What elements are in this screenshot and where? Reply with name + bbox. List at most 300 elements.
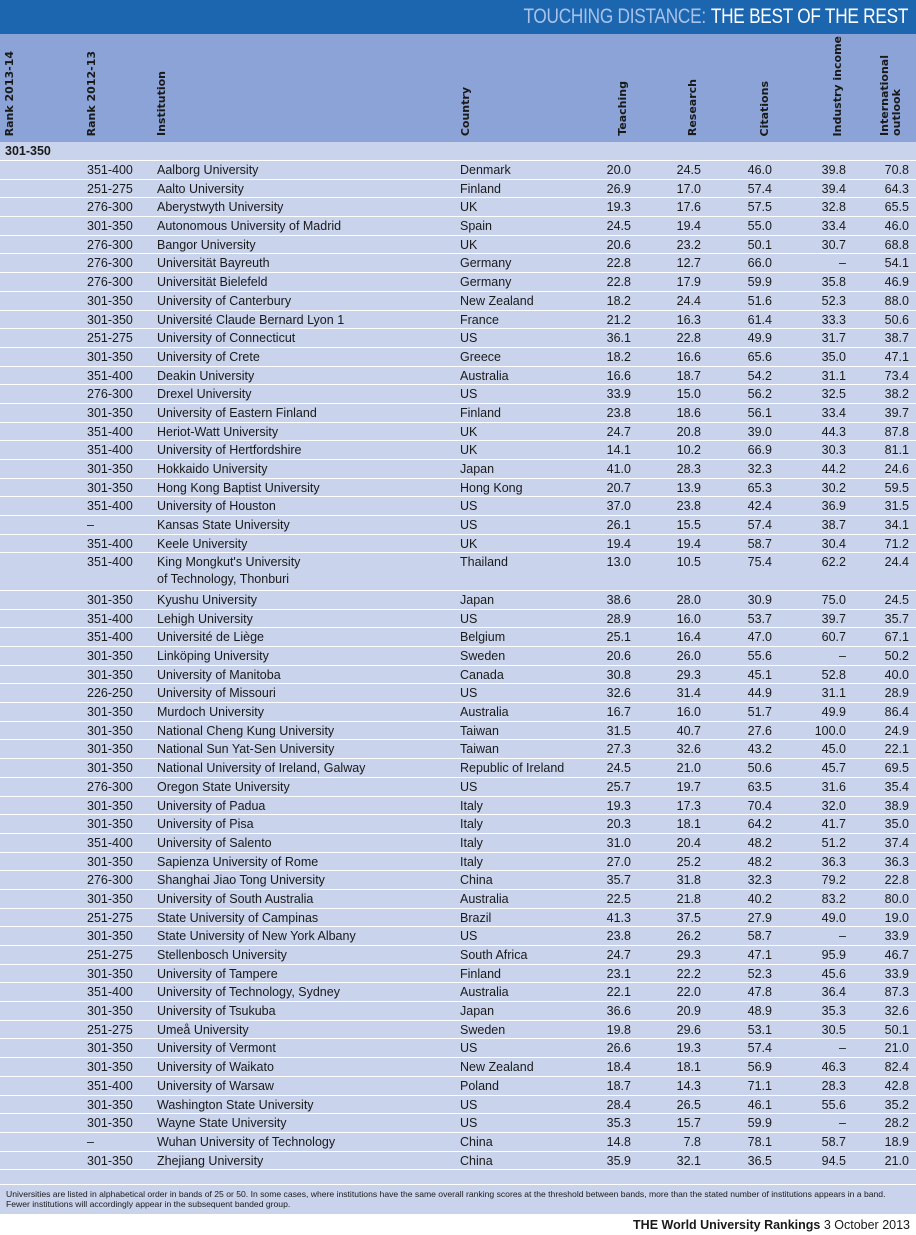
international-outlook-cell: 28.2 (884, 1116, 909, 1131)
teaching-cell: 22.8 (606, 256, 631, 271)
international-outlook-cell: 22.1 (884, 742, 909, 757)
rank-2012-13-cell: 301-350 (87, 293, 133, 308)
citations-cell: 58.7 (747, 929, 772, 944)
research-cell: 37.5 (676, 910, 701, 925)
country-cell: South Africa (460, 948, 528, 962)
column-header-international-outlook[interactable] (879, 55, 903, 136)
teaching-cell: 36.1 (606, 331, 631, 346)
teaching-cell: 23.8 (606, 929, 631, 944)
rank-2012-13-cell: 351-400 (87, 985, 133, 1000)
column-header-rank-2013-14[interactable]: Rank 2013-14 (3, 50, 16, 136)
country-cell: Germany (460, 256, 512, 271)
institution-cell: University of Tsukuba (157, 1004, 276, 1019)
institution-cell: University of Houston (157, 499, 276, 514)
institution-cell: Kansas State University (157, 518, 290, 533)
industry-income-cell: 31.6 (821, 779, 846, 794)
industry-income-cell: 44.3 (821, 424, 846, 439)
industry-income-cell: 28.3 (821, 1078, 846, 1093)
teaching-cell: 35.9 (606, 1153, 631, 1168)
column-header-teaching[interactable]: Teaching (616, 81, 629, 136)
country-cell: France (460, 312, 499, 327)
table-row[interactable] (0, 628, 916, 647)
research-cell: 19.7 (676, 779, 701, 794)
international-outlook-cell: 54.1 (884, 256, 909, 271)
table-row[interactable] (0, 965, 916, 984)
industry-income-cell: – (839, 1116, 846, 1131)
international-outlook-cell: 38.7 (884, 331, 909, 346)
table-row[interactable] (0, 423, 916, 442)
country-cell: Canada (460, 667, 504, 682)
table-row[interactable] (0, 1058, 916, 1077)
industry-income-cell: 55.6 (821, 1097, 846, 1112)
rank-2012-13-cell: 301-350 (87, 929, 133, 944)
international-outlook-cell: 24.4 (884, 555, 909, 570)
institution-cell (157, 554, 300, 588)
country-cell: Sweden (460, 649, 506, 663)
industry-income-cell: 52.3 (821, 293, 846, 308)
research-cell: 20.8 (676, 424, 701, 439)
table-row[interactable] (0, 610, 916, 629)
international-outlook-cell: 34.1 (884, 518, 909, 533)
table-row[interactable] (0, 535, 916, 554)
title-part-1: TOUCHING DISTANCE: (523, 5, 706, 28)
teaching-cell: 16.6 (606, 368, 631, 383)
citations-cell: 45.1 (747, 667, 772, 682)
international-outlook-cell: 35.4 (884, 779, 909, 794)
rank-2012-13-cell: 351-400 (87, 1078, 133, 1093)
rank-2012-13-cell: 301-350 (87, 1004, 133, 1019)
table-row[interactable] (0, 348, 916, 367)
country-cell: Belgium (460, 630, 506, 645)
citations-cell: 43.2 (747, 742, 772, 757)
country-cell: Hong Kong (460, 480, 523, 495)
citations-cell: 48.2 (747, 854, 772, 869)
institution-cell: Keele University (157, 536, 248, 551)
institution-cell: University of Vermont (157, 1041, 276, 1056)
teaching-cell: 20.6 (606, 649, 631, 663)
citations-cell: 54.2 (747, 368, 772, 383)
table-row[interactable] (0, 254, 916, 273)
table-row[interactable] (0, 1039, 916, 1058)
industry-income-cell: 45.7 (821, 761, 846, 776)
institution-cell: Kyushu University (157, 592, 258, 607)
citations-cell: 66.9 (747, 443, 772, 458)
country-cell: Italy (460, 835, 483, 850)
teaching-cell: 23.8 (606, 405, 631, 420)
research-cell: 31.4 (676, 686, 701, 701)
institution-cell: University of Salento (157, 835, 272, 850)
table-row[interactable] (0, 647, 916, 666)
institution-cell: Deakin University (157, 368, 255, 383)
rank-2012-13-cell: 301-350 (87, 1097, 133, 1112)
institution-cell: University of Warsaw (157, 1078, 274, 1093)
teaching-cell: 22.1 (606, 985, 631, 1000)
table-row[interactable] (0, 1114, 916, 1133)
citations-cell: 57.4 (747, 181, 772, 196)
table-row[interactable] (0, 367, 916, 386)
citations-cell: 59.9 (747, 275, 772, 290)
research-cell: 7.8 (683, 1134, 701, 1149)
citations-cell: 65.6 (747, 349, 772, 364)
citations-cell: 39.0 (747, 424, 772, 439)
table-row[interactable] (0, 759, 916, 778)
citations-cell: 57.4 (747, 518, 772, 533)
research-cell: 21.8 (676, 891, 701, 906)
research-cell: 26.2 (676, 929, 701, 944)
table-row[interactable] (0, 311, 916, 330)
citations-cell: 57.5 (747, 200, 772, 215)
industry-income-cell: 46.3 (821, 1060, 846, 1075)
institution-cell: Université Claude Bernard Lyon 1 (157, 312, 345, 327)
institution-line2: of Technology, Thonburi (157, 572, 290, 587)
table-row[interactable] (0, 853, 916, 872)
international-outlook-cell: 64.3 (884, 181, 909, 196)
country-cell: US (460, 331, 478, 346)
international-outlook-cell: 36.3 (884, 854, 909, 869)
institution-cell: University of Connecticut (157, 331, 296, 346)
rank-2012-13-cell: 301-350 (87, 1153, 133, 1168)
citations-cell: 27.6 (747, 723, 772, 738)
research-cell: 15.0 (676, 387, 701, 402)
industry-income-cell: 45.6 (821, 966, 846, 981)
international-outlook-cell: 59.5 (884, 480, 909, 495)
institution-cell: University of Technology, Sydney (157, 985, 340, 1000)
research-cell: 16.4 (676, 630, 701, 645)
rank-2012-13-cell: 251-275 (87, 1022, 133, 1037)
teaching-cell: 41.3 (606, 910, 631, 925)
table-row[interactable] (0, 385, 916, 404)
research-cell: 26.5 (676, 1097, 701, 1112)
teaching-cell: 18.7 (606, 1078, 631, 1093)
research-cell: 18.6 (676, 405, 701, 420)
country-cell: Taiwan (460, 742, 499, 757)
table-row[interactable] (0, 441, 916, 460)
country-cell: US (460, 686, 478, 701)
international-outlook-cell: 22.8 (884, 873, 909, 888)
teaching-cell: 37.0 (606, 499, 631, 514)
institution-cell: Aalborg University (157, 163, 259, 177)
research-cell: 32.6 (676, 742, 701, 757)
research-cell: 25.2 (676, 854, 701, 869)
table-row[interactable] (0, 180, 916, 199)
column-header-institution[interactable]: Institution (155, 70, 168, 136)
rank-2012-13-cell: – (87, 1134, 94, 1149)
international-outlook-cell: 87.3 (884, 985, 909, 1000)
column-header-industry-income[interactable]: Industry income (831, 35, 844, 136)
country-cell: Finland (460, 966, 501, 981)
teaching-cell: 25.1 (606, 630, 631, 645)
rank-2012-13-cell: 276-300 (87, 873, 133, 888)
international-outlook-cell: 35.0 (884, 817, 909, 832)
rank-2012-13-cell: 301-350 (87, 462, 133, 476)
rank-2012-13-cell: 351-400 (87, 368, 133, 383)
research-cell: 16.0 (676, 705, 701, 720)
country-cell: Germany (460, 275, 512, 290)
institution-cell: University of Hertfordshire (157, 443, 302, 458)
teaching-cell: 38.6 (606, 592, 631, 607)
country-cell: US (460, 611, 478, 626)
research-cell: 22.2 (676, 966, 701, 981)
international-outlook-cell: 71.2 (884, 536, 909, 551)
table-row[interactable] (0, 516, 916, 535)
industry-income-cell: 33.4 (821, 405, 846, 420)
industry-income-cell: 31.7 (821, 331, 846, 346)
table-row[interactable] (0, 217, 916, 236)
table-row[interactable] (0, 404, 916, 423)
rank-2012-13-cell: 351-400 (87, 555, 133, 570)
international-outlook-cell: 70.8 (884, 163, 909, 177)
table-row[interactable] (0, 983, 916, 1002)
international-outlook-cell: 65.5 (884, 200, 909, 215)
research-cell: 31.8 (676, 873, 701, 888)
rank-2012-13-cell: 301-350 (87, 891, 133, 906)
industry-income-cell: 95.9 (821, 948, 846, 962)
international-outlook-cell: 24.5 (884, 592, 909, 607)
institution-cell: Oregon State University (157, 779, 290, 794)
country-cell: Australia (460, 705, 509, 720)
footer (633, 1218, 910, 1232)
rank-2012-13-cell: 301-350 (87, 723, 133, 738)
country-cell: UK (460, 237, 478, 252)
table-row[interactable] (0, 198, 916, 217)
institution-cell: Hokkaido University (157, 462, 268, 476)
industry-income-cell: 49.9 (821, 705, 846, 720)
rank-2012-13-cell: 301-350 (87, 219, 133, 234)
page-title (523, 5, 908, 29)
table-row[interactable] (0, 273, 916, 292)
industry-income-cell: 30.4 (821, 536, 846, 551)
table-row[interactable] (0, 479, 916, 498)
rank-2012-13-cell: 301-350 (87, 592, 133, 607)
research-cell: 24.4 (676, 293, 701, 308)
rank-2012-13-cell: 351-400 (87, 163, 133, 177)
table-row[interactable] (0, 927, 916, 946)
country-cell: China (460, 873, 493, 888)
institution-cell: University of Eastern Finland (157, 405, 317, 420)
international-outlook-cell: 47.1 (884, 349, 909, 364)
table-row[interactable] (0, 1002, 916, 1021)
citations-cell: 47.0 (747, 630, 772, 645)
rank-2012-13-cell: 251-275 (87, 948, 133, 962)
research-cell: 23.8 (676, 499, 701, 514)
industry-income-cell: 36.9 (821, 499, 846, 514)
industry-income-cell: 32.0 (821, 798, 846, 813)
teaching-cell: 28.4 (606, 1097, 631, 1112)
table-row[interactable] (0, 591, 916, 610)
industry-income-cell: 32.8 (821, 200, 846, 215)
table-row[interactable] (0, 740, 916, 759)
table-row[interactable] (0, 161, 916, 180)
country-cell: US (460, 929, 478, 944)
country-cell: Italy (460, 854, 483, 869)
international-outlook-cell: 38.2 (884, 387, 909, 402)
institution-cell: University of Canterbury (157, 293, 292, 308)
research-cell: 17.0 (676, 181, 701, 196)
column-header-rank-2012-13[interactable]: Rank 2012-13 (85, 50, 98, 136)
citations-cell: 47.1 (747, 948, 772, 962)
country-cell: US (460, 1041, 478, 1056)
industry-income-cell: 31.1 (821, 686, 846, 701)
research-cell: 17.9 (676, 275, 701, 290)
industry-income-cell: 32.5 (821, 387, 846, 402)
industry-income-cell: 45.0 (821, 742, 846, 757)
country-cell: US (460, 1097, 478, 1112)
citations-cell: 61.4 (747, 312, 772, 327)
citations-cell: 49.9 (747, 331, 772, 346)
country-cell: UK (460, 200, 478, 215)
table-row[interactable] (0, 797, 916, 816)
citations-cell: 78.1 (747, 1134, 772, 1149)
table-row[interactable] (0, 834, 916, 853)
institution-cell: National University of Ireland, Galway (157, 761, 366, 776)
teaching-cell: 27.0 (606, 854, 631, 869)
institution-cell: University of Tampere (157, 966, 278, 981)
country-cell: UK (460, 536, 478, 551)
research-cell: 13.9 (676, 480, 701, 495)
citations-cell: 47.8 (747, 985, 772, 1000)
citations-cell: 42.4 (747, 499, 772, 514)
citations-cell: 53.7 (747, 611, 772, 626)
international-outlook-cell: 33.9 (884, 966, 909, 981)
institution-cell: Sapienza University of Rome (157, 854, 319, 869)
teaching-cell: 13.0 (606, 555, 631, 570)
rank-2012-13-cell: 351-400 (87, 630, 133, 645)
institution-line1: King Mongkut's University (157, 555, 301, 570)
institution-cell: Aberystwyth University (157, 200, 284, 215)
rank-2012-13-cell: 301-350 (87, 817, 133, 832)
industry-income-cell: 36.3 (821, 854, 846, 869)
rank-2012-13-cell: 301-350 (87, 742, 133, 757)
institution-cell: Murdoch University (157, 705, 264, 720)
institution-cell: Shanghai Jiao Tong University (157, 873, 325, 888)
teaching-cell: 28.9 (606, 611, 631, 626)
citations-cell: 52.3 (747, 966, 772, 981)
country-cell: Poland (460, 1078, 499, 1093)
industry-income-cell: 30.7 (821, 237, 846, 252)
table-row[interactable] (0, 497, 916, 516)
column-header-research[interactable]: Research (686, 78, 699, 136)
research-cell: 22.0 (676, 985, 701, 1000)
teaching-cell: 41.0 (606, 462, 631, 476)
table-row[interactable] (0, 329, 916, 348)
country-cell: Italy (460, 817, 483, 832)
table-row[interactable] (0, 1077, 916, 1096)
teaching-cell: 32.6 (606, 686, 631, 701)
table-row[interactable] (0, 722, 916, 741)
research-cell: 23.2 (676, 237, 701, 252)
table-row[interactable] (0, 890, 916, 909)
table-row[interactable] (0, 815, 916, 834)
country-cell: Taiwan (460, 723, 499, 738)
rank-2012-13-cell: 351-400 (87, 611, 133, 626)
teaching-cell: 31.5 (606, 723, 631, 738)
international-outlook-cell: 46.7 (884, 948, 909, 962)
rank-2012-13-cell: 301-350 (87, 480, 133, 495)
research-cell: 19.4 (676, 536, 701, 551)
industry-income-cell: 33.3 (821, 312, 846, 327)
institution-cell: State University of New York Albany (157, 929, 356, 944)
column-header-citations[interactable]: Citations (758, 80, 771, 136)
citations-cell: 53.1 (747, 1022, 772, 1037)
table-row[interactable] (0, 292, 916, 311)
citations-cell: 55.6 (747, 649, 772, 663)
table-row[interactable] (0, 460, 916, 479)
rank-2012-13-cell: 351-400 (87, 536, 133, 551)
table-row[interactable] (0, 909, 916, 928)
column-header-country[interactable]: Country (459, 86, 472, 136)
footer-date: 3 October 2013 (823, 1218, 910, 1232)
table-row[interactable] (0, 871, 916, 890)
table-row[interactable] (0, 553, 916, 591)
industry-income-cell: 51.2 (821, 835, 846, 850)
teaching-cell: 14.1 (606, 443, 631, 458)
research-cell: 14.3 (676, 1078, 701, 1093)
table-row[interactable] (0, 236, 916, 255)
industry-income-cell: 33.4 (821, 219, 846, 234)
teaching-cell: 19.8 (606, 1022, 631, 1037)
citations-cell: 70.4 (747, 798, 772, 813)
industry-income-cell: 30.2 (821, 480, 846, 495)
rank-2012-13-cell: 276-300 (87, 275, 133, 290)
table-row[interactable] (0, 1133, 916, 1152)
country-cell: Japan (460, 592, 495, 607)
band-label: 301-350 (0, 142, 916, 161)
country-cell: Japan (460, 1004, 495, 1019)
country-cell: China (460, 1153, 493, 1168)
rank-2012-13-cell: 301-350 (87, 667, 133, 682)
international-outlook-cell: 81.1 (884, 443, 909, 458)
teaching-cell: 22.8 (606, 275, 631, 290)
citations-cell: 66.0 (747, 256, 772, 271)
table-row[interactable] (0, 666, 916, 685)
rank-2012-13-cell: 301-350 (87, 649, 133, 663)
country-cell: UK (460, 424, 478, 439)
teaching-cell: 26.1 (606, 518, 631, 533)
institution-cell: Stellenbosch University (157, 948, 287, 962)
table-row[interactable] (0, 1152, 916, 1171)
international-outlook-cell: 42.8 (884, 1078, 909, 1093)
rank-2012-13-cell: 301-350 (87, 1116, 133, 1131)
teaching-cell: 24.7 (606, 424, 631, 439)
institution-cell: University of Pisa (157, 817, 254, 832)
rank-2012-13-cell: 351-400 (87, 424, 133, 439)
table-row[interactable] (0, 946, 916, 965)
citations-cell: 58.7 (747, 536, 772, 551)
table-row[interactable] (0, 1096, 916, 1115)
institution-cell: Wayne State University (157, 1116, 287, 1131)
rank-2012-13-cell: 351-400 (87, 835, 133, 850)
research-cell: 20.4 (676, 835, 701, 850)
industry-income-cell: 100.0 (814, 723, 846, 738)
industry-income-cell: – (839, 1041, 846, 1056)
research-cell: 19.4 (676, 219, 701, 234)
title-bar (0, 0, 916, 34)
citations-cell: 30.9 (747, 592, 772, 607)
table-row[interactable] (0, 1021, 916, 1040)
rank-2012-13-cell: 251-275 (87, 331, 133, 346)
rank-2012-13-cell: 276-300 (87, 779, 133, 794)
country-cell: New Zealand (460, 1060, 534, 1075)
international-outlook-cell: 35.2 (884, 1097, 909, 1112)
table-row[interactable] (0, 684, 916, 703)
industry-income-cell: 35.3 (821, 1004, 846, 1019)
industry-income-cell: 60.7 (821, 630, 846, 645)
country-cell: Italy (460, 798, 483, 813)
citations-cell: 71.1 (747, 1078, 772, 1093)
table-row[interactable] (0, 778, 916, 797)
teaching-cell: 24.5 (606, 219, 631, 234)
table-row[interactable] (0, 703, 916, 722)
